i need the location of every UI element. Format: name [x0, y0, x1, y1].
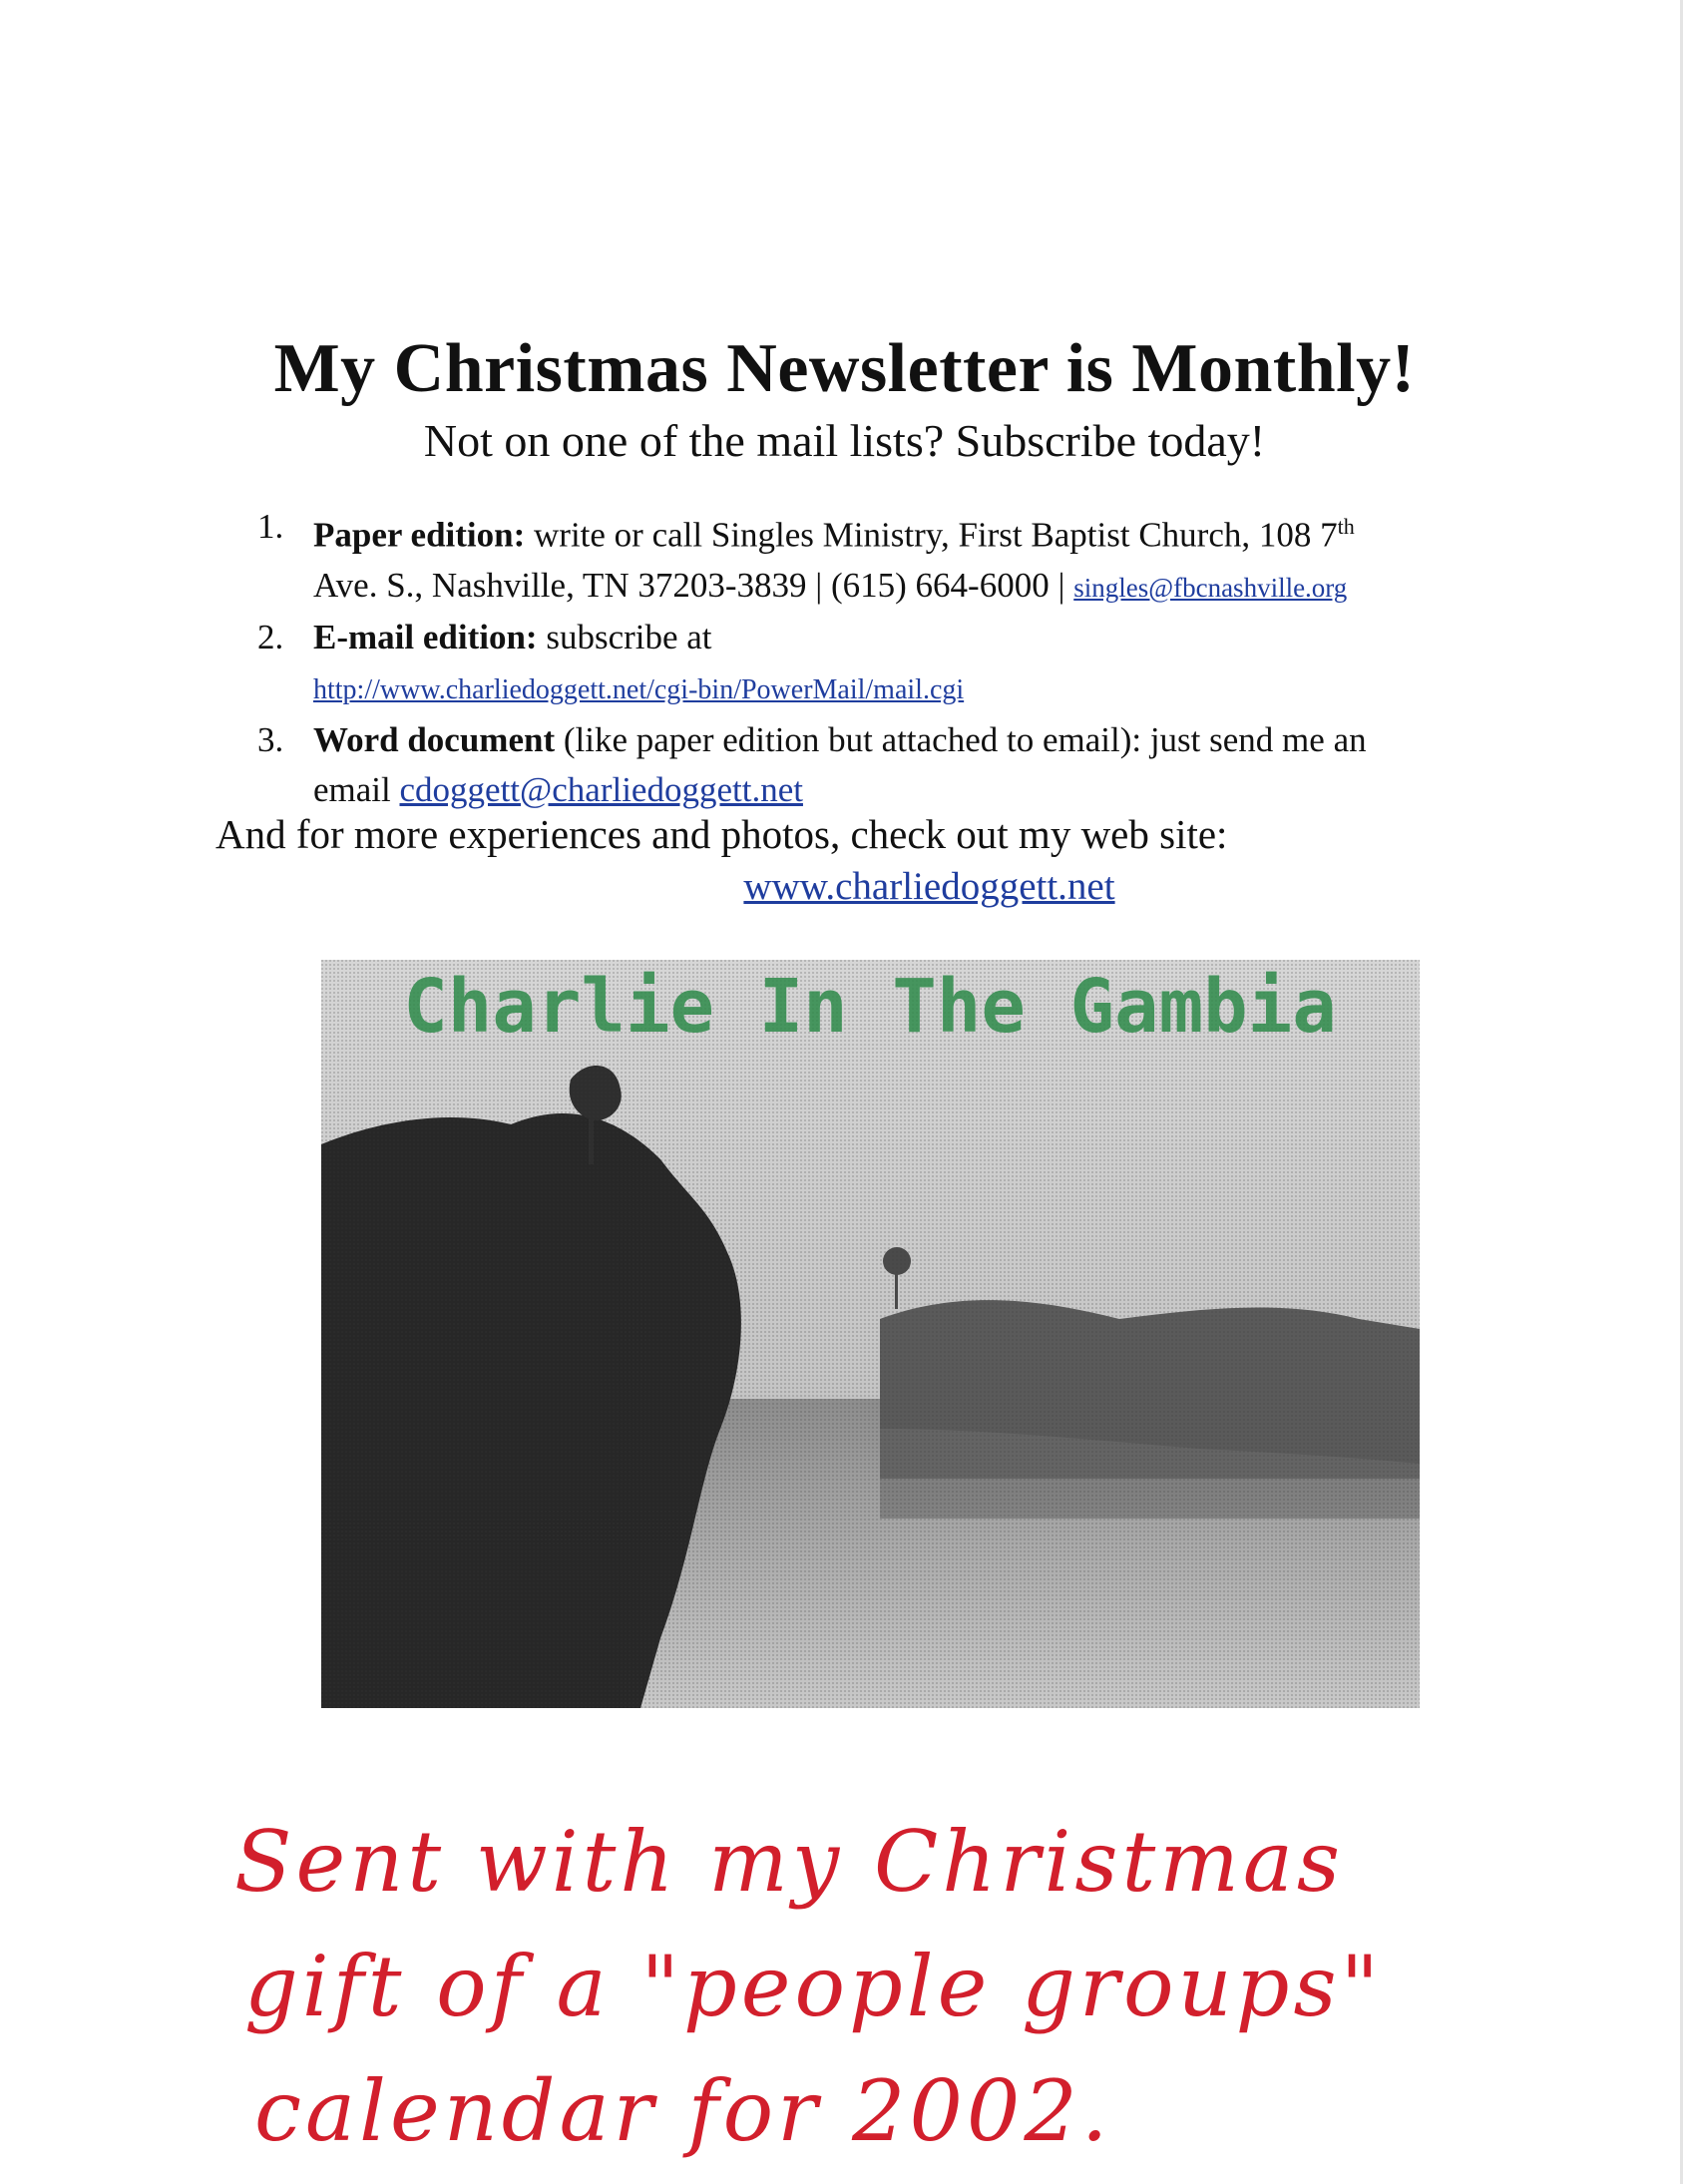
list-number: 2.: [257, 617, 284, 656]
word-document-text: (like paper edition but attached to email): just send me an: [555, 719, 1367, 759]
photo-title: Charlie In The Gambia: [403, 964, 1337, 1050]
gambia-photo: [321, 960, 1420, 1708]
list-item-paper-edition: [257, 502, 1494, 613]
word-document-line-2: [313, 765, 1494, 815]
email-edition-line-2: [313, 662, 1494, 715]
paper-edition-text: write or call Singles Ministry, First Baptist Church, 108 7: [525, 515, 1338, 555]
website-line: [0, 864, 1689, 909]
list-item-email-edition: [257, 613, 1494, 715]
word-document-label: Word document: [313, 719, 556, 759]
list-number: 1.: [257, 507, 284, 546]
handwritten-line-1: Sent with my Christmas: [234, 1813, 1345, 1911]
newsletter-subheadline: Not on one of the mail lists? Subscribe today!: [423, 415, 1266, 466]
singles-email-link[interactable]: singles@fbcnashville.org: [1073, 572, 1348, 603]
handwritten-line-2: gift of a "people groups": [244, 1938, 1384, 2035]
word-document-email-prefix: email: [313, 769, 400, 809]
list-number: 3.: [257, 719, 284, 759]
ordinal-suffix: th: [1337, 514, 1355, 539]
contact-email-link[interactable]: cdoggett@charliedoggett.net: [399, 769, 803, 809]
paper-edition-line-2: [313, 561, 1494, 613]
handwritten-note: [224, 1796, 1521, 2175]
email-edition-label: E-mail edition:: [313, 617, 538, 656]
handwritten-line-3: calendar for 2002.: [254, 2062, 1112, 2160]
website-link[interactable]: www.charliedoggett.net: [743, 865, 1115, 908]
subscribe-url-link[interactable]: http://www.charliedoggett.net/cgi-bin/PowerMail/mail.cgi: [313, 673, 965, 705]
more-info-text: And for more experiences and photos, check out my web site:: [215, 811, 1228, 857]
newsletter-headline: My Christmas Newsletter is Monthly!: [273, 330, 1416, 407]
paper-edition-address: Ave. S., Nashville, TN 37203-3839 | (615) 664-6000 |: [313, 565, 1074, 605]
list-item-word-document: [257, 715, 1494, 815]
page-edge: [1680, 0, 1683, 2184]
paper-edition-label: Paper edition:: [313, 515, 526, 555]
subscription-options-list: [257, 502, 1494, 815]
email-edition-text: subscribe at: [537, 617, 712, 656]
